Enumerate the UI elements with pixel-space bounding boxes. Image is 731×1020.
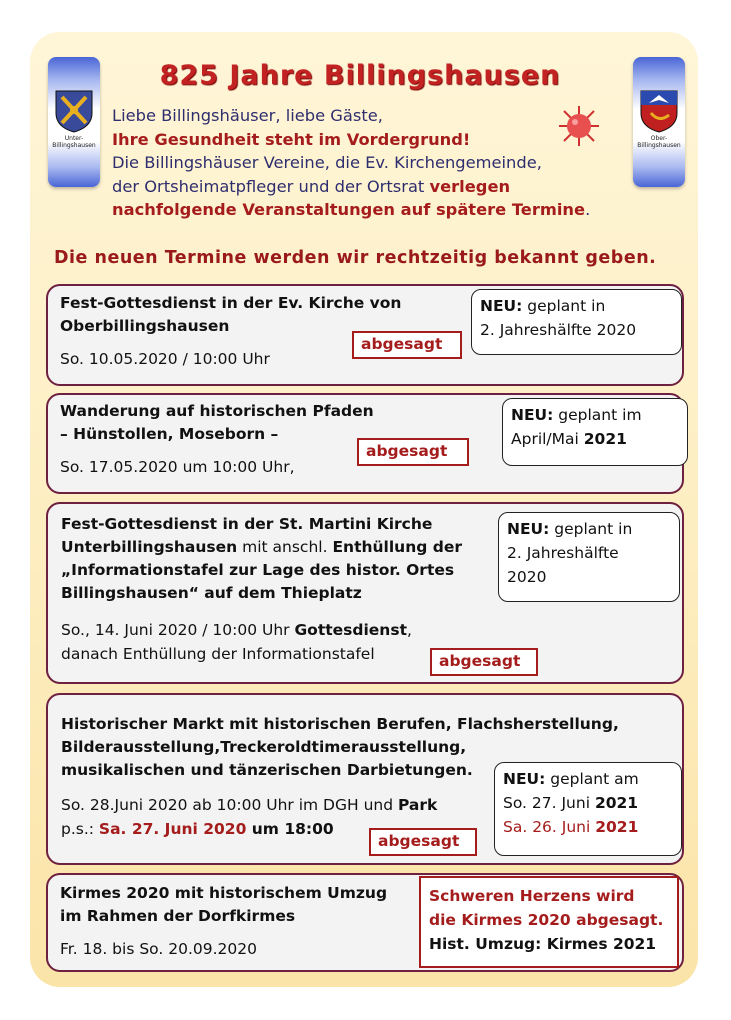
status-badge: abgesagt bbox=[430, 648, 538, 676]
status-badge: abgesagt bbox=[352, 331, 462, 359]
coat-of-arms-icon bbox=[54, 89, 94, 133]
event-title: Fest-Gottesdienst in der St. Martini Kirche Unterbillingshausen mit anschl. Enthüllung der „Informationstafel zur Lage des histor. Ortes Billingshausen“ auf dem Thieplatz bbox=[61, 515, 462, 602]
announcement: Die neuen Termine werden wir rechtzeitig bekannt geben. bbox=[54, 248, 657, 268]
event-title: Historischer Markt mit historischen Berufen, Flachsherstellung, Bilderausstellung,Treckeroldtimerausstellung, musikalischen und tänzerischen Darbietungen. bbox=[61, 715, 619, 779]
new-date-box: NEU: geplant im April/Mai 2021 bbox=[502, 398, 688, 466]
intro-text: Liebe Billingshäuser, liebe Gäste, Ihre Gesundheit steht im Vordergrund! Die Billingshäuser Vereine, die Ev. Kirchengemeinde, der Ortsheimatpfleger und der Ortsrat verlegen nachfolgende Veranstaltungen auf spätere Termine. bbox=[112, 106, 591, 219]
status-badge: abgesagt bbox=[357, 438, 469, 466]
new-date-box: NEU: geplant in 2. Jahreshälfte 2020 bbox=[471, 289, 682, 355]
crest-unterbillingshausen bbox=[48, 57, 100, 187]
new-date-box: NEU: geplant am So. 27. Juni 2021 Sa. 26. Juni 2021 bbox=[494, 762, 682, 856]
page-title: 825 Jahre Billingshausen bbox=[159, 60, 561, 91]
event-date: Fr. 18. bis So. 20.09.2020 bbox=[60, 940, 257, 958]
kirmes-cancel-note: Schweren Herzens wird die Kirmes 2020 abgesagt. Hist. Umzug: Kirmes 2021 bbox=[419, 876, 679, 968]
event-title: Kirmes 2020 mit historischem Umzug im Rahmen der Dorfkirmes bbox=[60, 884, 388, 925]
new-date-box: NEU: geplant in 2. Jahreshälfte 2020 bbox=[498, 512, 680, 602]
coat-of-arms-icon bbox=[639, 89, 679, 133]
crest-caption: Unter- Billingshausen bbox=[52, 135, 96, 149]
status-badge: abgesagt bbox=[369, 828, 477, 856]
event-date: So. 10.05.2020 / 10:00 Uhr bbox=[60, 350, 270, 368]
event-date: So. 17.05.2020 um 10:00 Uhr, bbox=[60, 458, 295, 476]
event-title: Wanderung auf historischen Pfaden – Hünstollen, Moseborn – bbox=[60, 402, 374, 443]
event-date: So. 28.Juni 2020 ab 10:00 Uhr im DGH und Park p.s.: Sa. 27. Juni 2020 um 18:00 bbox=[61, 796, 438, 838]
crest-caption: Ober- Billingshausen bbox=[637, 135, 681, 149]
event-date: So., 14. Juni 2020 / 10:00 Uhr Gottesdienst, danach Enthüllung der Informationstafel bbox=[61, 621, 412, 663]
event-title: Fest-Gottesdienst in der Ev. Kirche von Oberbillingshausen bbox=[60, 294, 402, 335]
